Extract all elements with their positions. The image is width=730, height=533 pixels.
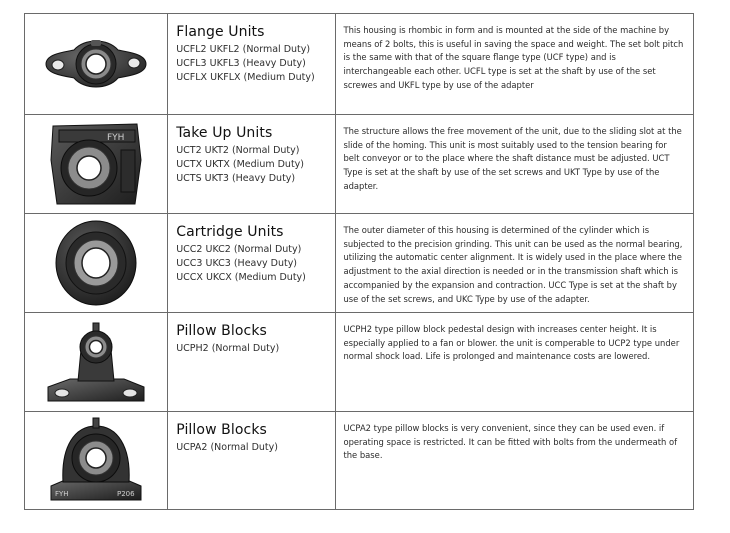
product-variant: UCTX UKTX (Medium Duty)	[176, 159, 304, 171]
product-title-cell	[168, 115, 336, 214]
product-description-cell	[336, 14, 694, 115]
product-variant: UCPH2 (Normal Duty)	[176, 343, 280, 354]
product-variant: UCC3 UKC3 (Heavy Duty)	[176, 258, 298, 270]
product-name: Pillow Blocks	[176, 422, 267, 438]
product-image-cell	[25, 115, 168, 214]
product-variant: UCC2 UKC2 (Normal Duty)	[176, 244, 302, 255]
flange-unit-image	[40, 34, 152, 94]
product-row	[25, 313, 694, 412]
product-description-cell	[336, 313, 694, 412]
product-image-cell	[25, 14, 168, 115]
cartridge-unit-image	[54, 219, 138, 307]
product-image-cell	[25, 214, 168, 313]
product-name: Flange Units	[176, 24, 265, 40]
product-description: UCPH2 type pillow block pedestal design with increases center height. It is especially applied to a fan or blower. the unit is comperable to UCP2 type under normal shock load. Life is prolonged and maintenance costs are lowered.	[343, 324, 680, 362]
product-name: Take Up Units	[176, 125, 273, 141]
product-row	[25, 115, 694, 214]
product-description-cell	[336, 412, 694, 510]
model-mark: P206	[117, 489, 135, 498]
product-variant: UCCX UKCX (Medium Duty)	[176, 272, 306, 284]
product-name: Cartridge Units	[176, 224, 284, 240]
product-description-cell	[336, 115, 694, 214]
product-title-cell	[168, 214, 336, 313]
product-variant: UCPA2 (Normal Duty)	[176, 442, 278, 453]
pillow-block-compact-image	[47, 416, 145, 506]
take-up-unit-image	[43, 120, 149, 208]
brand-mark: FYH	[107, 133, 125, 143]
product-name: Pillow Blocks	[176, 323, 267, 339]
product-image-cell	[25, 412, 168, 510]
product-description: The outer diameter of this housing is determined of the cylinder which is subjected to the precision grinding. This unit can be used as the normal bearing, utilizing the automatic center alignment. It is widely used in the place where the adjustment to the axial direction is needed or in the transmission shaft which is accompanied by the expansion and contraction. UCC Type is set at the shaft by use of the set screws, and UKC Type by use of the adapter.	[343, 225, 683, 304]
brand-mark: FYH	[55, 489, 69, 498]
product-description: The structure allows the free movement of the unit, due to the sliding slot at the slide of the homing. This unit is most suitably used to the tension bearing for belt conveyor or to the place where the shaft distance must be adjusted. UCT Type is set at the shaft by use of the set screws and UKT Type by use of the adapter.	[343, 126, 682, 191]
pillow-block-high-image	[44, 317, 148, 407]
product-variant: UCFL3 UKFL3 (Heavy Duty)	[176, 58, 306, 70]
product-row	[25, 214, 694, 313]
product-title-cell	[168, 14, 336, 115]
product-description: UCPA2 type pillow blocks is very convenient, since they can be used even. if operating space is restricted. It can be fitted with bolts from the undermeath of the base.	[343, 423, 678, 461]
product-title-cell	[168, 313, 336, 412]
product-title-cell	[168, 412, 336, 510]
product-row	[25, 412, 694, 510]
product-catalog-table	[24, 13, 694, 510]
product-variant: UCT2 UKT2 (Normal Duty)	[176, 145, 300, 156]
product-row	[25, 14, 694, 115]
product-image-cell	[25, 313, 168, 412]
product-variant: UCFLX UKFLX (Medium Duty)	[176, 72, 315, 84]
product-variant: UCFL2 UKFL2 (Normal Duty)	[176, 44, 311, 55]
product-variant: UCTS UKT3 (Heavy Duty)	[176, 173, 296, 185]
product-description: This housing is rhombic in form and is mounted at the side of the machine by means of 2 bolts, this is useful in saving the space and weight. The set bolt pitch is the same with that of the square flange type (UCF type) and is interchangeable each other. UCFL type is set at the shaft by use of the set screwes and UKFL type by use of the adapter	[343, 25, 684, 90]
product-description-cell	[336, 214, 694, 313]
